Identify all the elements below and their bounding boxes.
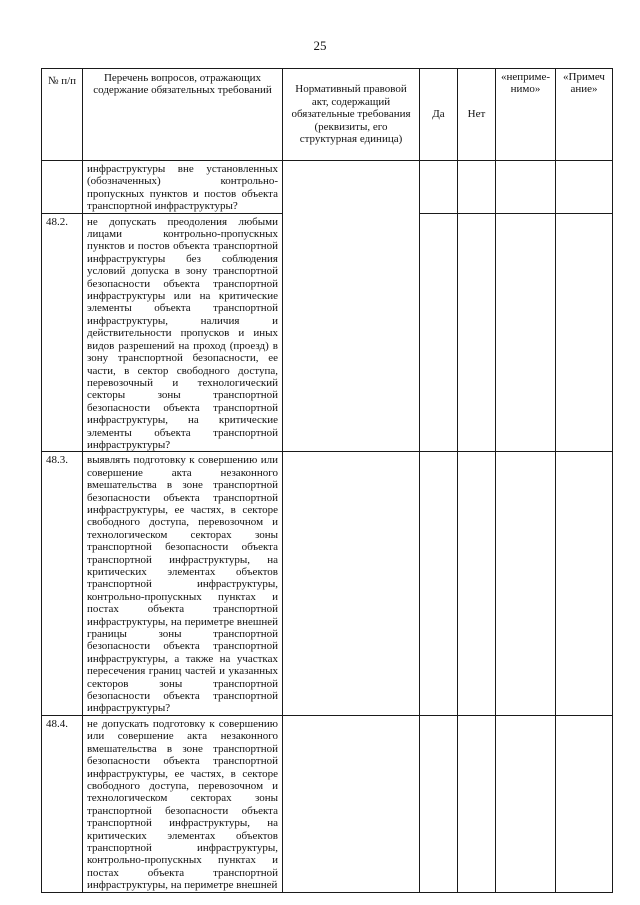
row-number: 48.4. <box>42 715 83 892</box>
note-cell <box>556 213 613 452</box>
header-normative-act: Нормативный правовой акт, содержащий обязательные требования (реквизиты, его структурная единица) <box>283 69 420 161</box>
no-cell <box>458 715 496 892</box>
yes-cell <box>420 161 458 214</box>
note-cell <box>556 452 613 716</box>
normative-act-cell <box>283 161 420 214</box>
not-applicable-cell <box>496 715 556 892</box>
normative-act-cell <box>283 715 420 892</box>
header-yes: Да <box>420 69 458 161</box>
table-header-row <box>42 69 613 161</box>
not-applicable-cell <box>496 161 556 214</box>
not-applicable-cell <box>496 213 556 452</box>
yes-cell <box>420 715 458 892</box>
no-cell <box>458 452 496 716</box>
header-note: «Примеч ание» <box>556 69 613 161</box>
no-cell <box>458 213 496 452</box>
table-row <box>42 715 613 892</box>
normative-act-cell <box>283 452 420 716</box>
yes-cell <box>420 452 458 716</box>
table-row <box>42 213 613 452</box>
row-number: 48.2. <box>42 213 83 452</box>
header-number: № п/п <box>42 69 83 161</box>
row-number: 48.3. <box>42 452 83 716</box>
row-text: не допускать подготовку к совершению или совершение акта незаконного вмешательства в зоне транспортной безопасности объекта транспортной инфраструктуры, ее частях, в секторе свободного доступа, перевозочном и технологическом секторах зоны транспортной безопасности объекта транспортной инфраструктуры, на критических элементах объектов транспортной инфраструктуры, контрольно-пропускных пунктах и постах объекта транспортной инфраструктуры, на периметре внешней <box>83 715 283 892</box>
note-cell <box>556 161 613 214</box>
row-text: не допускать преодоления любыми лицами контрольно-пропускных пунктов и постов объекта транспортной инфраструктуры без соблюдения условий допуска в зону транспортной безопасности объекта транспортной инфраструктуры или на критические элементы объекта транспортной инфраструктуры, наличия и действительности пропусков и иных видов разрешений на проход (проезд) в зону транспортной безопасности, ее части, в сектор свободного доступа, перевозочный и технологический секторы зоны транспортной безопасности объекта транспортной инфраструктуры, на критические элементы объекта транспортной инфраструктуры? <box>83 213 283 452</box>
row-number <box>42 161 83 214</box>
table-row <box>42 161 613 214</box>
yes-cell <box>420 213 458 452</box>
note-cell <box>556 715 613 892</box>
not-applicable-cell <box>496 452 556 716</box>
row-text: выявлять подготовку к совершению или совершение акта незаконного вмешательства в зоне транспортной безопасности объекта транспортной инфраструктуры, ее частях, в секторе свободного доступа, перевозочном и технологическом секторах зоны транспортной безопасности объекта транспортной инфраструктуры, на критических элементах объектов транспортной инфраструктуры, контрольно-пропускных пунктах и постах объекта транспортной инфраструктуры, на периметре внешней границы зоны транспортной безопасности объекта транспортной инфраструктуры, а также на участках пересечения границ частей и указанных секторов зоны транспортной безопасности объекта транспортной инфраструктуры? <box>83 452 283 716</box>
table-row <box>42 452 613 716</box>
normative-act-cell <box>283 213 420 452</box>
header-requirement: Перечень вопросов, отражающих содержание обязательных требований <box>83 69 283 161</box>
row-text: инфраструктуры вне установленных (обозначенных) контрольно-пропускных пунктов и постов объекта транспортной инфраструктуры? <box>83 161 283 214</box>
checklist-table <box>41 68 613 893</box>
page-number: 25 <box>313 38 327 53</box>
header-no: Нет <box>458 69 496 161</box>
no-cell <box>458 161 496 214</box>
header-not-applicable: «неприме-нимо» <box>496 69 556 161</box>
